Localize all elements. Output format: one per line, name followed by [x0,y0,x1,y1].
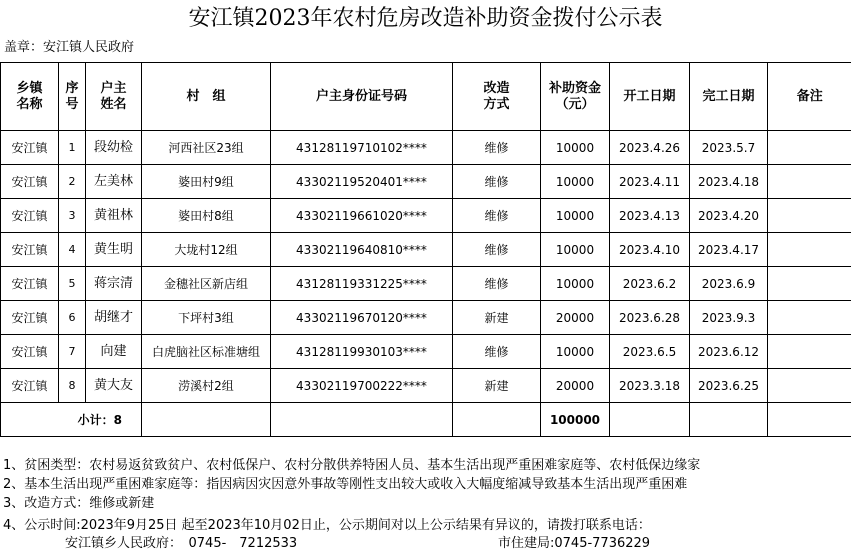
cell-remark [768,301,851,335]
cell-town: 安江镇 [1,233,59,267]
cell-owner: 蒋宗清 [86,267,142,301]
table-row [1,335,851,369]
cell-id: 43302119640810**** [271,233,453,267]
cell-owner: 黄祖林 [86,199,142,233]
cell-village: 大垅村12组 [142,233,271,267]
cell-owner: 向建 [86,335,142,369]
cell-town: 安江镇 [1,335,59,369]
header-subsidy: 补助资金（元） [541,63,610,131]
seal-line: 盖章：安江镇人民政府 [4,40,135,55]
cell-method: 维修 [453,131,541,165]
cell-seq: 2 [59,165,86,199]
table-row [1,233,851,267]
cell-town: 安江镇 [1,131,59,165]
cell-remark [768,131,851,165]
cell-owner: 黄生明 [86,233,142,267]
cell-finish: 2023.4.18 [690,165,768,199]
table-header-row [1,63,851,131]
contact-gov: 安江镇乡人民政府： 0745- 7212533 [65,536,298,551]
cell-village: 白虎脑社区标准塘组 [142,335,271,369]
table-row [1,199,851,233]
cell-remark [768,233,851,267]
cell-remark [768,199,851,233]
header-start: 开工日期 [610,63,690,131]
cell-finish: 2023.6.12 [690,335,768,369]
cell-owner: 胡继才 [86,301,142,335]
cell-finish: 2023.4.20 [690,199,768,233]
table-row [1,131,851,165]
cell-remark [768,165,851,199]
cell-subsidy: 10000 [541,267,610,301]
note-3: 3、改造方式：维修或新建 [3,496,155,511]
cell-method: 维修 [453,267,541,301]
cell-seq: 5 [59,267,86,301]
cell-village: 河西社区23组 [142,131,271,165]
cell-seq: 7 [59,335,86,369]
cell-finish: 2023.6.25 [690,369,768,403]
cell-town: 安江镇 [1,165,59,199]
cell-village: 下坪村3组 [142,301,271,335]
contact-bureau: 市住建局:0745-7736229 [498,536,651,551]
cell-finish: 2023.4.17 [690,233,768,267]
cell-method: 维修 [453,233,541,267]
page-title: 安江镇2023年农村危房改造补助资金拨付公示表 [188,6,663,31]
table-row [1,267,851,301]
note-2: 2、基本生活出现严重困难家庭等：指因病因灾因意外事故等刚性支出较大或收入大幅度缩减导致基本生活出现严重困难 [3,477,688,492]
header-id: 户主身份证号码 [271,63,453,131]
cell-start: 2023.6.5 [610,335,690,369]
cell-start: 2023.3.18 [610,369,690,403]
header-remark: 备注 [768,63,851,131]
cell-finish: 2023.6.9 [690,267,768,301]
cell-start: 2023.4.10 [610,233,690,267]
note-1: 1、贫困类型：农村易返贫致贫户、农村低保户、农村分散供养特困人员、基本生活出现严重困难家庭等、农村低保边缘家 [3,458,701,473]
cell-remark [768,369,851,403]
cell-subsidy: 10000 [541,335,610,369]
cell-village: 涝溪村2组 [142,369,271,403]
header-finish: 完工日期 [690,63,768,131]
cell-start: 2023.6.28 [610,301,690,335]
cell-subsidy: 10000 [541,131,610,165]
cell-owner: 段幼检 [86,131,142,165]
cell-id: 43128119710102**** [271,131,453,165]
cell-id: 43128119930103**** [271,335,453,369]
cell-remark [768,267,851,301]
header-village: 村 组 [142,63,271,131]
cell-seq: 1 [59,131,86,165]
header-seq: 序号 [59,63,86,131]
notes [3,456,851,535]
cell-subsidy: 10000 [541,199,610,233]
cell-method: 维修 [453,199,541,233]
cell-owner: 黄大友 [86,369,142,403]
cell-village: 金穗社区新店组 [142,267,271,301]
cell-seq: 8 [59,369,86,403]
subsidy-table [0,62,851,437]
cell-id: 43302119520401**** [271,165,453,199]
cell-seq: 4 [59,233,86,267]
table-row [1,369,851,403]
cell-owner: 左美林 [86,165,142,199]
cell-id: 43302119661020**** [271,199,453,233]
cell-subsidy: 10000 [541,165,610,199]
header-method: 改造方式 [453,63,541,131]
total-label: 小计：8 [59,403,142,437]
cell-seq: 6 [59,301,86,335]
cell-method: 新建 [453,301,541,335]
cell-remark [768,335,851,369]
cell-town: 安江镇 [1,369,59,403]
cell-village: 婆田村9组 [142,165,271,199]
total-row [1,403,851,437]
cell-method: 维修 [453,165,541,199]
table-row [1,165,851,199]
cell-start: 2023.4.11 [610,165,690,199]
cell-subsidy: 20000 [541,369,610,403]
header-owner: 户主姓名 [86,63,142,131]
total-amount: 100000 [541,403,610,437]
cell-town: 安江镇 [1,199,59,233]
cell-start: 2023.6.2 [610,267,690,301]
cell-seq: 3 [59,199,86,233]
cell-method: 维修 [453,335,541,369]
cell-id: 43302119700222**** [271,369,453,403]
cell-method: 新建 [453,369,541,403]
cell-finish: 2023.5.7 [690,131,768,165]
table-row [1,301,851,335]
cell-town: 安江镇 [1,267,59,301]
note-4: 4、公示时间:2023年9月25日 起至2023年10月02日止，公示期间对以上公示结果有异议的，请拨打联系电话： [3,518,651,533]
cell-id: 43128119331225**** [271,267,453,301]
cell-start: 2023.4.13 [610,199,690,233]
cell-id: 43302119670120**** [271,301,453,335]
cell-finish: 2023.9.3 [690,301,768,335]
cell-subsidy: 20000 [541,301,610,335]
cell-subsidy: 10000 [541,233,610,267]
cell-start: 2023.4.26 [610,131,690,165]
cell-village: 婆田村8组 [142,199,271,233]
header-town: 乡镇名称 [1,63,59,131]
cell-town: 安江镇 [1,301,59,335]
